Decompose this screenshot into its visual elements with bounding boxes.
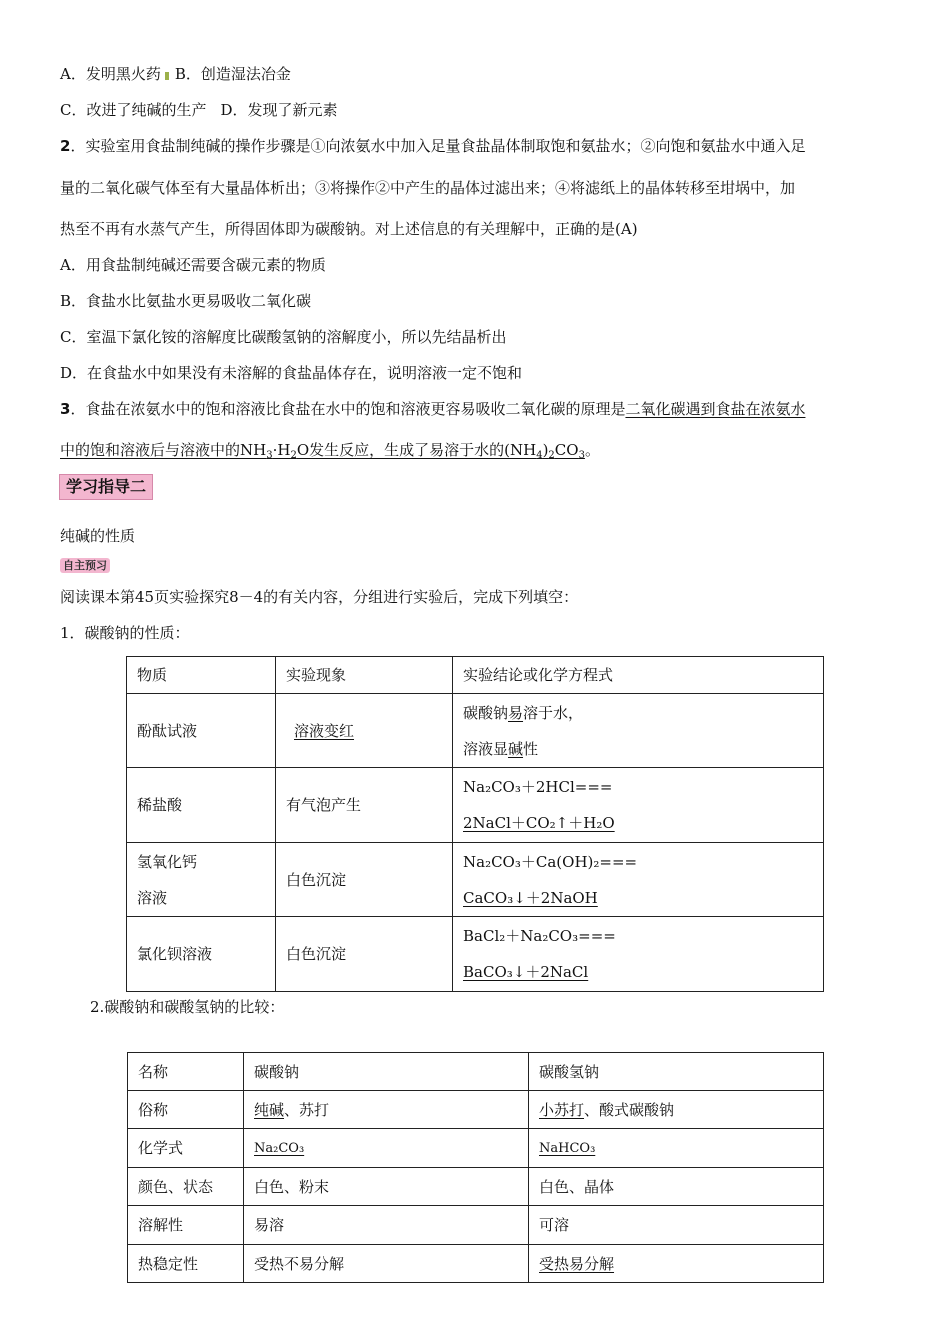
- sodium-carbonate-cell: 受热不易分解: [244, 1245, 529, 1283]
- sodium-carbonate-cell: 白色、粉末: [244, 1168, 529, 1206]
- equation-cell: Na₂CO₃＋Ca(OH)₂=== CaCO₃↓＋2NaOH: [453, 843, 824, 917]
- q2-line3: 热至不再有水蒸气产生，所得固体即为碳酸钠。对上述信息的有关理解中，正确的是(A): [60, 220, 638, 238]
- q3-line1: 3．食盐在浓氨水中的饱和溶液比食盐在水中的饱和溶液更容易吸收二氧化碳的原理是二氧化碳遇到食盐在浓氨水: [60, 400, 806, 418]
- header-conclusion: 实验结论或化学方程式: [453, 657, 824, 694]
- substance-cell: 酚酞试液: [127, 694, 276, 768]
- q2-option-a: A．用食盐制纯碱还需要含碳元素的物质: [60, 256, 326, 274]
- substance-cell: 氯化钡溶液: [127, 917, 276, 992]
- table-header-row: [127, 657, 824, 694]
- header-name: 名称: [128, 1053, 244, 1091]
- phenomenon-cell: 白色沉淀: [276, 843, 453, 917]
- item1-title: 1．碳酸钠的性质：: [60, 624, 190, 642]
- sodium-carbonate-properties-table: [126, 656, 824, 992]
- q2-line1: 2．实验室用食盐制纯碱的操作步骤是①向浓氨水中加入足量食盐晶体制取饱和氨盐水；②向饱和氨盐水中通入足: [60, 137, 806, 155]
- q1-option-d: D．发现了新元素: [220, 101, 338, 119]
- q2-option-b: B．食盐水比氨盐水更易吸收二氧化碳: [60, 292, 312, 310]
- substance-cell: 稀盐酸: [127, 768, 276, 843]
- section-intro: 阅读课本第45页实验探究8－4的有关内容，分组进行实验后，完成下列填空：: [60, 588, 579, 606]
- section-topic: 纯碱的性质: [60, 527, 136, 545]
- phenomenon-cell: 溶液变红: [276, 694, 453, 768]
- table-row: [127, 694, 824, 768]
- carbonate-comparison-table: [127, 1052, 824, 1283]
- table-row: [128, 1091, 824, 1129]
- q2-number: 2: [60, 137, 71, 155]
- table-row: [128, 1245, 824, 1283]
- q3-answer-part1: 二氧化碳遇到食盐在浓氨水: [625, 400, 806, 418]
- sodium-bicarbonate-cell: 小苏打、酸式碳酸钠: [529, 1091, 824, 1129]
- q1-options-ab: [60, 64, 291, 84]
- substance-cell: 氢氧化钙 溶液: [127, 843, 276, 917]
- header-sodium-bicarbonate: 碳酸氢钠: [529, 1053, 824, 1091]
- section-heading: 学习指导二: [59, 474, 153, 500]
- preview-badge: 自主预习: [60, 558, 110, 573]
- sodium-bicarbonate-cell: NaHCO₃: [529, 1129, 824, 1168]
- sodium-carbonate-cell: 纯碱、苏打: [244, 1091, 529, 1129]
- sodium-bicarbonate-cell: 白色、晶体: [529, 1168, 824, 1206]
- equation-cell: Na₂CO₃＋2HCl=== 2NaCl＋CO₂↑＋H₂O: [453, 768, 824, 843]
- sodium-bicarbonate-cell: 受热易分解: [529, 1245, 824, 1283]
- q2-option-c: C．室温下氯化铵的溶解度比碳酸氢钠的溶解度小，所以先结晶析出: [60, 328, 507, 346]
- table-row: [128, 1206, 824, 1245]
- q2-line2: 量的二氧化碳气体至有大量晶体析出；③将操作②中产生的晶体过滤出来；④将滤纸上的晶体转移至坩埚中，加: [60, 179, 796, 197]
- header-phenomenon: 实验现象: [276, 657, 453, 694]
- phenomenon-cell: 有气泡产生: [276, 768, 453, 843]
- sodium-carbonate-cell: 易溶: [244, 1206, 529, 1245]
- sodium-carbonate-cell: Na₂CO₃: [244, 1129, 529, 1168]
- row-label: 热稳定性: [128, 1245, 244, 1283]
- table-row: [127, 843, 824, 917]
- table-header-row: [128, 1053, 824, 1091]
- table-row: [128, 1168, 824, 1206]
- q1-option-c: C．改进了纯碱的生产: [60, 101, 207, 119]
- conclusion-cell: 碳酸钠易溶于水， 溶液显碱性: [453, 694, 824, 768]
- q1-option-a: A．发明黑火药: [60, 65, 161, 83]
- q1-option-b: B．创造湿法冶金: [174, 65, 291, 83]
- table-row: [128, 1129, 824, 1168]
- row-label: 俗称: [128, 1091, 244, 1129]
- row-label: 化学式: [128, 1129, 244, 1168]
- q3-line2: 中的饱和溶液后与溶液中的$NH_3\cdot H_2O$发生反应，生成了易溶于水的$(NH_4)_2CO_3$。: [60, 441, 600, 461]
- sodium-bicarbonate-cell: 可溶: [529, 1206, 824, 1245]
- header-substance: 物质: [127, 657, 276, 694]
- q1-options-cd: [60, 100, 338, 120]
- row-label: 溶解性: [128, 1206, 244, 1245]
- q3-number: 3: [60, 400, 71, 418]
- header-sodium-carbonate: 碳酸钠: [244, 1053, 529, 1091]
- table-row: [127, 917, 824, 992]
- row-label: 颜色、状态: [128, 1168, 244, 1206]
- phenomenon-cell: 白色沉淀: [276, 917, 453, 992]
- table-row: [127, 768, 824, 843]
- q2-option-d: D．在食盐水中如果没有未溶解的食盐晶体存在，说明溶液一定不饱和: [60, 364, 523, 382]
- equation-cell: BaCl₂＋Na₂CO₃=== BaCO₃↓＋2NaCl: [453, 917, 824, 992]
- item2-title: 2.碳酸钠和碳酸氢钠的比较：: [90, 998, 285, 1016]
- green-mark-icon: [165, 72, 169, 80]
- q3-answer-part2: 中的饱和溶液后与溶液中的$NH_3\cdot H_2O$发生反应，生成了易溶于水的$(NH_4)_2CO_3$: [60, 441, 585, 461]
